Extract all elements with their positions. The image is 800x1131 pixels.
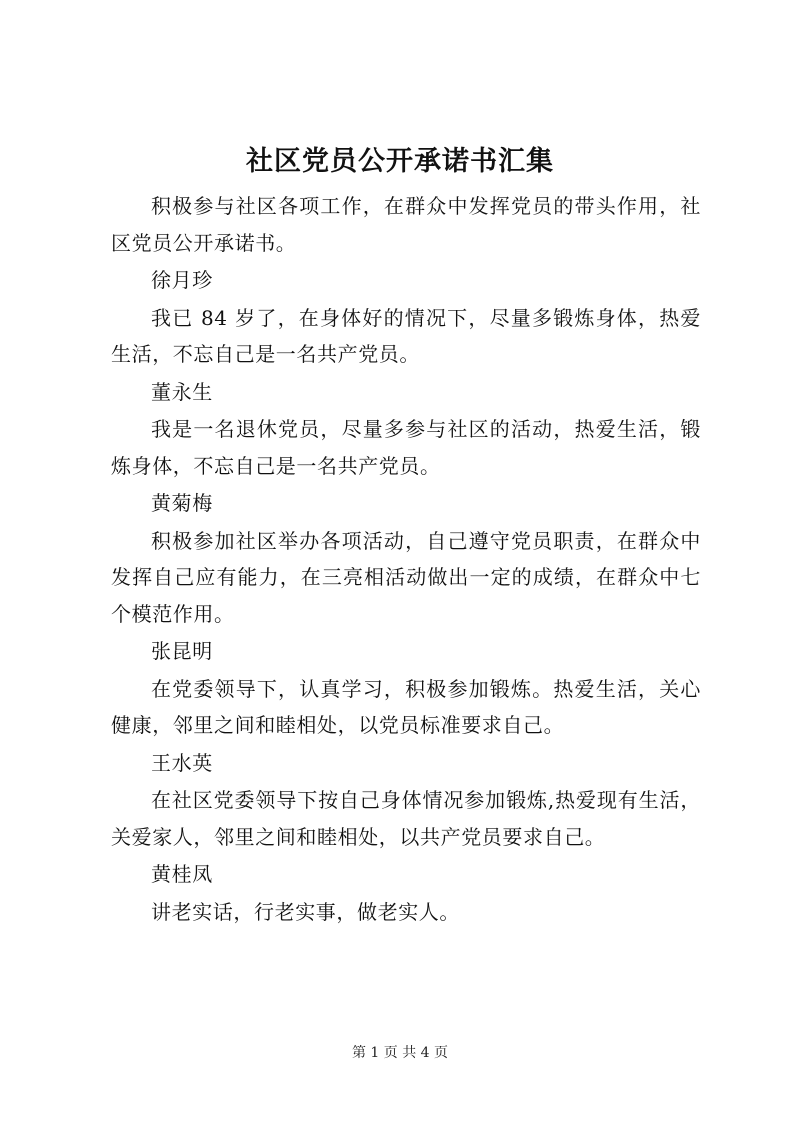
member-pledge: 我是一名退休党员，尽量多参与社区的活动，热爱生活，锻炼身体，不忘自己是一名共产党员。 [111,417,701,478]
document-body [111,188,701,931]
member-name: 黄菊梅 [151,491,213,515]
member-pledge: 在社区党委领导下按自己身体情况参加锻炼,热爱现有生活，关爱家人，邻里之间和睦相处，以共产党员要求自己。 [111,788,701,849]
member-pledge: 积极参加社区举办各项活动，自己遵守党员职责，在群众中发挥自己应有能力，在三亮相活动做出一定的成绩，在群众中七个模范作用。 [111,528,701,626]
intro-paragraph: 积极参与社区各项工作，在群众中发挥党员的带头作用，社区党员公开承诺书。 [111,194,701,255]
member-name: 张昆明 [151,639,213,663]
member-name: 王水英 [151,750,213,775]
member-pledge: 讲老实话，行老实事，做老实人。 [151,899,460,924]
member-pledge: 在党委领导下，认真学习，积极参加锻炼。热爱生活，关心健康，邻里之间和睦相处，以党员标准要求自己。 [111,676,701,737]
member-name: 徐月珍 [151,268,213,292]
member-pledge: 我已 84 岁了，在身体好的情况下，尽量多锻炼身体，热爱生活，不忘自己是一名共产党员。 [111,305,701,366]
document-title: 社区党员公开承诺书汇集 [246,146,554,177]
member-name: 黄桂凤 [151,862,213,886]
member-name: 董永生 [151,379,213,404]
page-footer: 第 1 页 共 4 页 [351,1045,449,1061]
